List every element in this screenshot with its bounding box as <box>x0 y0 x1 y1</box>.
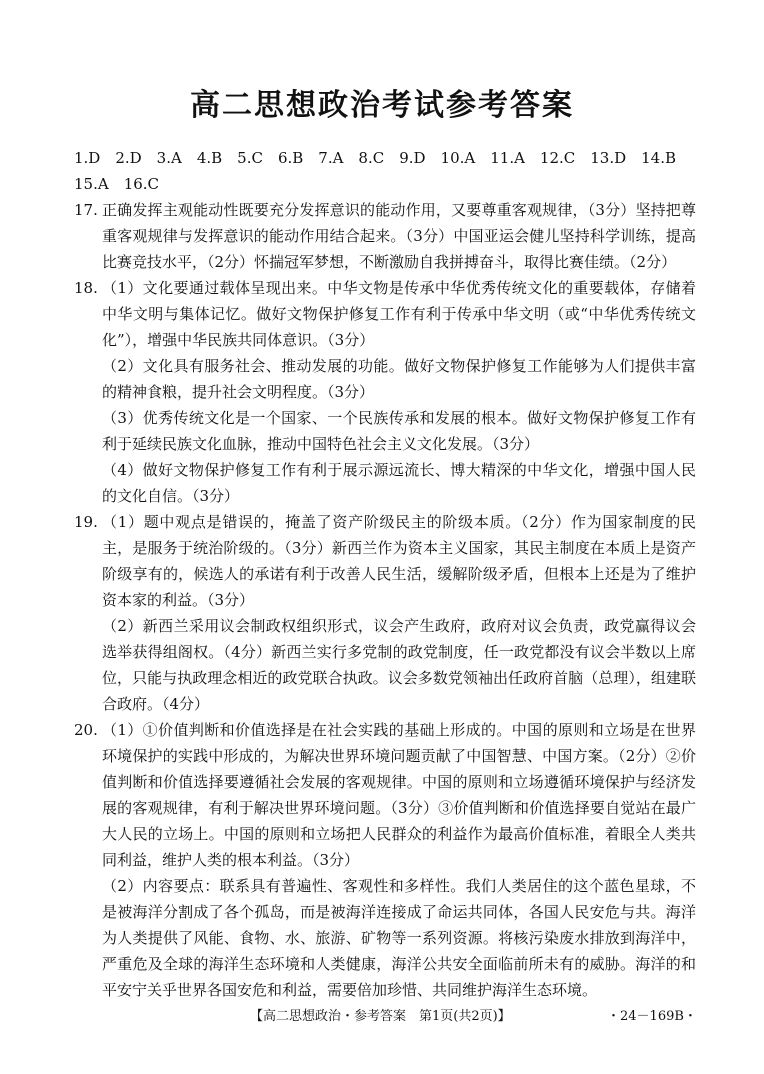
footer-code: ・24－169B・ <box>607 1009 697 1024</box>
question-number: 19. <box>74 513 98 531</box>
mc-answer-line: 15.A 16.C <box>74 175 160 193</box>
footer-page-info: 【高二思想政治・参考答案 第1页(共2页)】 <box>250 1009 511 1024</box>
question-18 <box>74 275 696 509</box>
answer-paragraph: （2）内容要点：联系具有普遍性、客观性和多样性。我们人类居住的这个蓝色星球，不是被海洋分割成了各个孤岛，而是被海洋连接成了命运共同体，各国人民安危与共。海洋为人类提供了风能、食物、水、旅游、矿物等一系列资源。将核污染废水排放到海洋中，严重危及全球的海洋生态环境和人类健康，海洋公共安全面临前所未有的威胁。海洋的和平安宁关乎世界各国安危和利益，需要倍加珍惜、共同维护海洋生态环境。 <box>102 877 696 999</box>
page-title: 高二思想政治考试参考答案 <box>190 88 574 123</box>
answer-paragraph: （3）优秀传统文化是一个国家、一个民族传承和发展的根本。做好文物保护修复工作有利于延续民族文化血脉，推动中国特色社会主义文化发展。（3分） <box>102 409 696 453</box>
answer-paragraph: （2）新西兰采用议会制政权组织形式，议会产生政府，政府对议会负责，政党赢得议会选举获得组阁权。（4分）新西兰实行多党制的政党制度，任一政党都没有议会半数以上席位，只能与执政理念相近的政党联合执政。议会多数党领袖出任政府首脑（总理），组建联合政府。（4分） <box>102 617 696 713</box>
answer-content <box>74 145 696 1003</box>
question-20 <box>74 717 696 1003</box>
answer-paragraph: （1）文化要通过载体呈现出来。中华文物是传承中华优秀传统文化的重要载体，存储着中华文明与集体记忆。做好文物保护修复工作有利于传承中华文明（或“中华优秀传统文化”），增强中华民族共同体意识。（3分） <box>102 279 696 349</box>
mc-answer-line: 1.D 2.D 3.A 4.B 5.C 6.B 7.A 8.C 9.D 10.A 11.A 12.C 13.D 14.B <box>74 149 677 167</box>
answer-paragraph: 正确发挥主观能动性既要充分发挥意识的能动作用，又要尊重客观规律，（3分）坚持把尊重客观规律与发挥意识的能动作用结合起来。（3分）中国亚运会健儿坚持科学训练，提高比赛竞技水平，（2分）怀揣冠军梦想，不断激励自我拼搏奋斗，取得比赛佳绩。（2分） <box>102 201 696 271</box>
question-number: 20. <box>74 721 98 739</box>
question-17 <box>74 197 696 275</box>
answer-paragraph: （4）做好文物保护修复工作有利于展示源远流长、博大精深的中华文化，增强中国人民的文化自信。（3分） <box>102 461 696 505</box>
answer-paragraph: （1）①价值判断和价值选择是在社会实践的基础上形成的。中国的原则和立场是在世界环境保护的实践中形成的，为解决世界环境问题贡献了中国智慧、中国方案。（2分）②价值判断和价值选择要遵循社会发展的客观规律。中国的原则和立场遵循环境保护与经济发展的客观规律，有利于解决世界环境问题。（3分）③价值判断和价值选择要自觉站在最广大人民的立场上。中国的原则和立场把人民群众的利益作为最高价值标准，着眼全人类共同利益，维护人类的根本利益。（3分） <box>102 721 696 869</box>
answer-paragraph: （2）文化具有服务社会、推动发展的功能。做好文物保护修复工作能够为人们提供丰富的精神食粮，提升社会文明程度。（3分） <box>102 357 696 401</box>
question-number: 18. <box>74 279 98 297</box>
answer-paragraph: （1）题中观点是错误的，掩盖了资产阶级民主的阶级本质。（2分）作为国家制度的民主，是服务于统治阶级的。（3分）新西兰作为资本主义国家，其民主制度在本质上是资产阶级享有的，候选人的承诺有利于改善人民生活，缓解阶级矛盾，但根本上还是为了维护资本家的利益。（3分） <box>102 513 696 609</box>
question-19 <box>74 509 696 717</box>
multiple-choice-answers <box>74 145 696 197</box>
question-number: 17. <box>74 201 98 219</box>
